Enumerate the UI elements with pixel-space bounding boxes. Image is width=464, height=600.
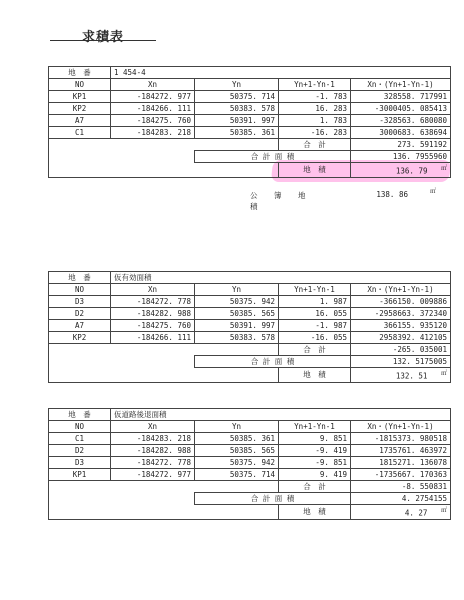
lot-label: 地 番	[49, 409, 111, 421]
lot-row	[49, 67, 451, 79]
lot-value: 仮有効面積	[111, 272, 451, 284]
cell-dy: -1. 987	[279, 320, 351, 332]
cell-dy: 16. 055	[279, 308, 351, 320]
public-area-row	[250, 188, 450, 211]
cell-xn: -184282. 988	[111, 308, 195, 320]
cell-xn: -184282. 988	[111, 445, 195, 457]
col-header-xn: Xn	[111, 284, 195, 296]
sum-value: -265. 035001	[351, 344, 451, 356]
cell-product: -2958663. 372340	[351, 308, 451, 320]
col-header-dy: Yn+1-Yn-1	[279, 79, 351, 91]
cell-no: C1	[49, 433, 111, 445]
table-row	[49, 91, 451, 103]
col-header-yn: Yn	[195, 284, 279, 296]
cell-dy: -9. 851	[279, 457, 351, 469]
cell-yn: 50391. 997	[195, 320, 279, 332]
cell-product: -1815373. 980518	[351, 433, 451, 445]
sum-row	[49, 344, 451, 356]
cell-dy: 1. 987	[279, 296, 351, 308]
cell-product: 1735761. 463972	[351, 445, 451, 457]
col-header-no: NO	[49, 79, 111, 91]
table-row	[49, 127, 451, 139]
col-header-dy: Yn+1-Yn-1	[279, 284, 351, 296]
cell-yn: 50385. 361	[195, 433, 279, 445]
public-area-label: 公 簿 地 積	[250, 191, 312, 211]
area-value-cell	[351, 505, 451, 520]
cell-product: -366150. 009886	[351, 296, 451, 308]
col-header-yn: Yn	[195, 421, 279, 433]
cell-dy: -9. 419	[279, 445, 351, 457]
cell-dy: -1. 783	[279, 91, 351, 103]
total-area-value: 136. 7955960	[351, 151, 451, 163]
area-value-cell	[351, 163, 451, 178]
lot-value: 仮道路後退面積	[111, 409, 451, 421]
cell-no: KP1	[49, 469, 111, 481]
cell-yn: 50385. 565	[195, 445, 279, 457]
cell-no: D2	[49, 308, 111, 320]
total-area-value: 132. 5175005	[351, 356, 451, 368]
title-underline	[50, 40, 156, 41]
cell-dy: 9. 419	[279, 469, 351, 481]
cell-yn: 50375. 942	[195, 457, 279, 469]
lot-label: 地 番	[49, 67, 111, 79]
cell-dy: 1. 783	[279, 115, 351, 127]
cell-product: -328563. 680080	[351, 115, 451, 127]
cell-yn: 50375. 942	[195, 296, 279, 308]
area-table-1	[48, 66, 451, 178]
cell-product: 3000683. 638694	[351, 127, 451, 139]
cell-xn: -184283. 218	[111, 127, 195, 139]
cell-yn: 50375. 714	[195, 469, 279, 481]
cell-product: 328558. 717991	[351, 91, 451, 103]
area-value: 136. 79	[395, 166, 428, 176]
cell-dy: 16. 283	[279, 103, 351, 115]
cell-xn: -184272. 778	[111, 457, 195, 469]
cell-xn: -184283. 218	[111, 433, 195, 445]
cell-xn: -184275. 760	[111, 115, 195, 127]
table-row	[49, 320, 451, 332]
area-table-2	[48, 271, 451, 383]
cell-product: 366155. 935120	[351, 320, 451, 332]
cell-yn: 50383. 578	[195, 332, 279, 344]
page-title: 求積表	[82, 30, 125, 45]
cell-xn: -184272. 977	[111, 91, 195, 103]
table-row	[49, 433, 451, 445]
lot-label: 地 番	[49, 272, 111, 284]
public-area-value: 138. 86	[376, 190, 408, 199]
cell-no: C1	[49, 127, 111, 139]
header-row	[49, 284, 451, 296]
area-row	[49, 368, 451, 383]
sum-label: 合 計	[279, 481, 351, 493]
area-label: 地 積	[279, 368, 351, 383]
lot-row	[49, 272, 451, 284]
total-area-row	[49, 493, 451, 505]
cell-no: A7	[49, 115, 111, 127]
total-area-row	[49, 151, 451, 163]
area-label: 地 積	[279, 505, 351, 520]
cell-no: KP2	[49, 332, 111, 344]
cell-xn: -184266. 111	[111, 332, 195, 344]
cell-product: 2958392. 412105	[351, 332, 451, 344]
sum-row	[49, 139, 451, 151]
table-row	[49, 103, 451, 115]
cell-xn: -184272. 977	[111, 469, 195, 481]
area-unit: ㎡	[441, 165, 448, 172]
col-header-no: NO	[49, 284, 111, 296]
total-area-label: 合 計 面 積	[195, 151, 351, 163]
area-label: 地 積	[279, 163, 351, 178]
table-row	[49, 469, 451, 481]
cell-yn: 50391. 997	[195, 115, 279, 127]
table-row	[49, 308, 451, 320]
col-header-yn: Yn	[195, 79, 279, 91]
cell-product: -3000405. 085413	[351, 103, 451, 115]
cell-no: KP2	[49, 103, 111, 115]
cell-product: 1815271. 136078	[351, 457, 451, 469]
total-area-value: 4. 2754155	[351, 493, 451, 505]
public-area-unit: ㎡	[430, 188, 437, 195]
col-header-dy: Yn+1-Yn-1	[279, 421, 351, 433]
table-row	[49, 115, 451, 127]
col-header-xn: Xn	[111, 79, 195, 91]
sum-value: 273. 591192	[351, 139, 451, 151]
total-area-label: 合 計 面 積	[195, 356, 351, 368]
cell-xn: -184272. 778	[111, 296, 195, 308]
sum-label: 合 計	[279, 139, 351, 151]
cell-yn: 50385. 565	[195, 308, 279, 320]
cell-yn: 50385. 361	[195, 127, 279, 139]
table-row	[49, 457, 451, 469]
table-row	[49, 296, 451, 308]
col-header-xn: Xn	[111, 421, 195, 433]
sum-row	[49, 481, 451, 493]
cell-no: D3	[49, 457, 111, 469]
cell-yn: 50383. 578	[195, 103, 279, 115]
cell-no: D2	[49, 445, 111, 457]
sum-label: 合 計	[279, 344, 351, 356]
area-unit: ㎡	[440, 370, 447, 377]
cell-dy: -16. 055	[279, 332, 351, 344]
header-row	[49, 79, 451, 91]
cell-dy: 9. 851	[279, 433, 351, 445]
lot-value: 1 454-4	[111, 67, 451, 79]
col-header-product: Xn・(Yn+1-Yn-1)	[351, 284, 451, 296]
area-table-3	[48, 408, 451, 520]
cell-yn: 50375. 714	[195, 91, 279, 103]
cell-no: A7	[49, 320, 111, 332]
col-header-product: Xn・(Yn+1-Yn-1)	[351, 79, 451, 91]
area-value-cell	[351, 368, 451, 383]
area-value: 4. 27	[404, 508, 428, 518]
header-row	[49, 421, 451, 433]
area-row	[49, 505, 451, 520]
col-header-no: NO	[49, 421, 111, 433]
lot-row	[49, 409, 451, 421]
sum-value: -8. 550831	[351, 481, 451, 493]
cell-no: D3	[49, 296, 111, 308]
col-header-product: Xn・(Yn+1-Yn-1)	[351, 421, 451, 433]
area-unit: ㎡	[440, 507, 447, 514]
cell-xn: -184266. 111	[111, 103, 195, 115]
area-row	[49, 163, 451, 178]
total-area-label: 合 計 面 積	[195, 493, 351, 505]
area-value: 132. 51	[395, 371, 428, 381]
total-area-row	[49, 356, 451, 368]
cell-xn: -184275. 760	[111, 320, 195, 332]
table-row	[49, 332, 451, 344]
table-row	[49, 445, 451, 457]
cell-product: -1735667. 170363	[351, 469, 451, 481]
cell-no: KP1	[49, 91, 111, 103]
cell-dy: -16. 283	[279, 127, 351, 139]
